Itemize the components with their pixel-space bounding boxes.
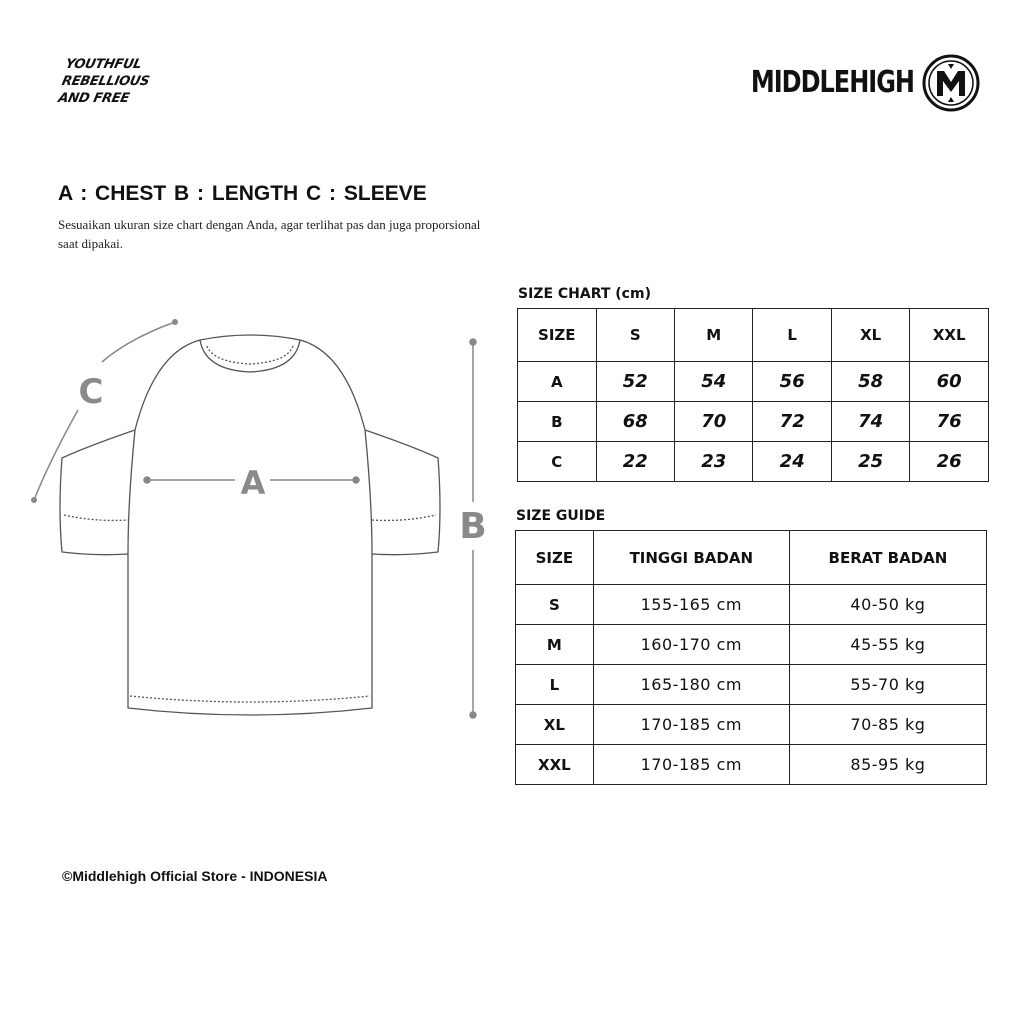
table-row [518,442,989,482]
column-header: BERAT BADAN [789,531,986,585]
table-cell: 70 [675,402,753,442]
row-label: M [516,625,594,665]
table-row [516,745,987,785]
table-row [516,585,987,625]
table-cell: 170-185 cm [593,745,789,785]
table-cell: 23 [675,442,753,482]
column-header: M [675,309,753,362]
row-label: B [518,402,597,442]
table-row [516,665,987,705]
sleeve-label: C [78,372,104,412]
size-chart-table [517,308,989,482]
table-cell: 24 [753,442,831,482]
table-cell: 58 [831,362,909,402]
row-label: A [518,362,597,402]
table-cell: 40-50 kg [789,585,986,625]
tshirt-outline [60,335,440,715]
row-label: XL [516,705,594,745]
row-label: C [518,442,597,482]
middlehigh-monogram-logo-icon [922,54,980,112]
column-header: SIZE [516,531,594,585]
column-header: TINGGI BADAN [593,531,789,585]
column-header: XL [831,309,909,362]
table-cell: 72 [753,402,831,442]
size-guide-table [515,530,987,785]
copyright-notice: ©Middlehigh Official Store - INDONESIA [62,868,328,884]
measurement-legend: A : CHEST B : LENGTH C : SLEEVE [58,182,427,205]
brand-tagline [57,56,155,107]
chest-label: A [240,464,266,502]
size-advice-text: Sesuaikan ukuran size chart dengan Anda, agar terlihat pas dan juga proporsional saat dipakai. [58,217,481,251]
table-cell: 26 [910,442,989,482]
table-cell: 52 [596,362,674,402]
table-cell: 60 [910,362,989,402]
sleeve-measure-line [34,322,175,500]
table-cell: 56 [753,362,831,402]
tagline-line: AND FREE [56,91,131,106]
size-guide-title: SIZE GUIDE [516,508,606,524]
table-cell: 76 [910,402,989,442]
brand-name: MIDDLEHIGH [750,64,914,100]
row-label: L [516,665,594,705]
column-header: S [596,309,674,362]
table-cell: 85-95 kg [789,745,986,785]
tagline-line: YOUTHFUL [64,57,143,72]
table-cell: 68 [596,402,674,442]
table-cell: 74 [831,402,909,442]
table-cell: 55-70 kg [789,665,986,705]
table-cell: 70-85 kg [789,705,986,745]
table-row [516,625,987,665]
size-chart-title: SIZE CHART (cm) [518,286,651,302]
column-header: L [753,309,831,362]
table-cell: 165-180 cm [593,665,789,705]
tagline-line: REBELLIOUS [60,74,151,89]
size-chart-header-row [518,309,989,362]
tshirt-measurement-diagram [20,310,500,730]
table-cell: 54 [675,362,753,402]
length-label: B [459,506,487,547]
table-cell: 155-165 cm [593,585,789,625]
table-row [518,362,989,402]
table-cell: 160-170 cm [593,625,789,665]
table-row [518,402,989,442]
table-cell: 22 [596,442,674,482]
size-guide-header-row [516,531,987,585]
table-cell: 45-55 kg [789,625,986,665]
row-label: XXL [516,745,594,785]
column-header: SIZE [518,309,597,362]
row-label: S [516,585,594,625]
table-row [516,705,987,745]
column-header: XXL [910,309,989,362]
table-cell: 170-185 cm [593,705,789,745]
table-cell: 25 [831,442,909,482]
